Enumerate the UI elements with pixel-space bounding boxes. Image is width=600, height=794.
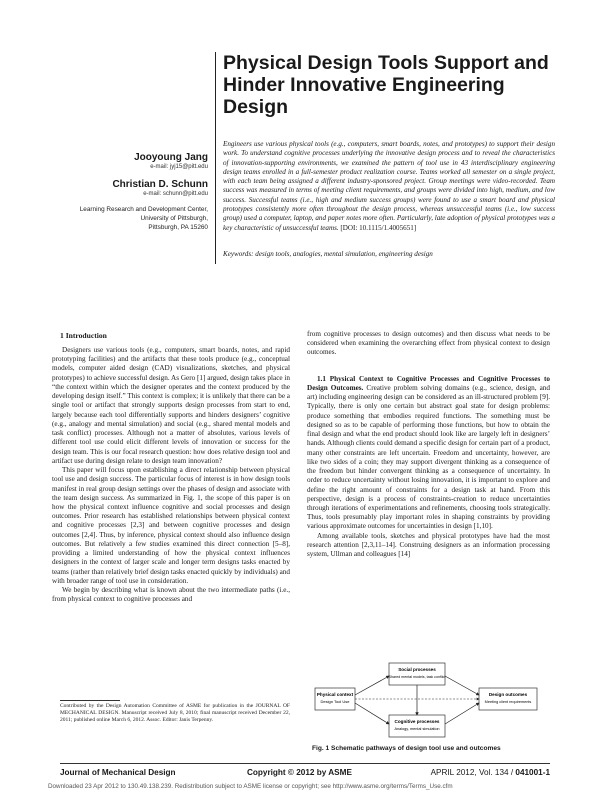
node-sublabel: Analogy, mental simulation <box>394 727 440 731</box>
paragraph: We begin by describing what is known about the two intermediate paths (i.e., from physical context to cognitive processes and <box>52 586 290 604</box>
arrow-physical-to-social <box>355 676 389 695</box>
author-name-2: Christian D. Schunn <box>112 179 208 190</box>
author-email-1[interactable]: e-mail: jyj15@pitt.edu <box>150 164 208 170</box>
figure-caption: Fig. 1 Schematic pathways of design tool use and outcomes <box>312 745 501 752</box>
footer-copyright: Copyright © 2012 by ASME <box>247 768 352 777</box>
node-label: Physical context <box>316 692 354 697</box>
author-name-1: Jooyoung Jang <box>134 152 208 163</box>
arrow-cognitive-to-outcome <box>445 703 479 724</box>
node-label: Cognitive processes <box>394 719 440 724</box>
section-heading-introduction: 1 Introduction <box>60 331 107 340</box>
footer-journal-name: Journal of Mechanical Design <box>60 768 176 777</box>
footnote: Contributed by the Design Automation Committee of ASME for publication in the JOURNAL OF MECHANICAL DESIGN. Manuscript received July 8, 2010; final manuscript received December 22, 2011; published online March 6, 2012. Assoc. Editor: Janis Terpenny. <box>60 703 290 723</box>
node-sublabel: Design Tool Use <box>320 699 350 704</box>
node-label: Social processes <box>398 667 436 672</box>
footnote-rule <box>60 700 120 701</box>
arrow-social-to-outcome <box>445 676 479 695</box>
right-column <box>307 330 550 559</box>
title-divider <box>215 52 216 264</box>
node-sublabel: Shared mental models, task conflict <box>388 675 446 679</box>
download-notice: Downloaded 23 Apr 2012 to 130.49.138.239. Redistribution subject to ASME license or copyright; see http://www.asme.org/terms/Terms_Use.cfm <box>48 783 453 790</box>
paper-title: Physical Design Tools Support and Hinder Innovative Engineering Design <box>223 52 549 118</box>
subsection-1-1 <box>307 375 550 532</box>
affiliation-line: Pittsburgh, PA 15260 <box>148 223 208 231</box>
affiliation-line: University of Pittsburgh, <box>140 214 208 222</box>
node-sublabel: Meeting client requirements <box>484 700 532 704</box>
footer-issue: APRIL 2012, Vol. 134 / <box>430 768 514 777</box>
footer-page-number: 041001-1 <box>515 768 550 777</box>
paragraph: Designers use various tools (e.g., computers, smart boards, notes, and rapid prototyping facilities) and the artifacts that these tools produce (e.g., conceptual models, computer aided design (CAD) visualizations, sketches, and physical prototypes) to achieve successful design. As Gero [1] argued, design takes place in “the context within which the designer operates and the context produced by the developing design itself.” This context is complex; it is unlikely that there can be a single tool or artifact that strongly supports design processes from start to end, largely because each tool differentially supports and hinders designers’ cognitive (e.g., analogy and mental simulation) and social (e.g., shared mental models and task conflict) processes. Although not a matter of absolutes, various levels of different tool use could elicit different levels of innovation or success for the design team. This is our focal research question: how does relative design tool and artifact use during design relate to design team innovation? <box>52 346 290 465</box>
node-label: Design outcomes <box>488 692 528 697</box>
abstract <box>223 140 555 233</box>
author-email-2[interactable]: e-mail: schunn@pitt.edu <box>143 191 208 197</box>
abstract-text: Engineers use various physical tools (e.g., computers, smart boards, notes, and prototypes) to support their design work. To understand cognitive processes underlying the innovative design process and to reveal the characteristics of innovation-supporting environments, we examined the pattern of tool use in 43 interdisciplinary engineering design teams enrolled in a full-semester product realization course. Teams worked all semester on a single project, with each team being assigned a different industry-sponsored project. Group meetings were video-recorded. Team success was measured in terms of meeting client requirements, and groups were divided into high, medium, and low success. Successful teams (i.e., high and medium success groups) were found to use a smart board and physical prototypes consistently more often throughout the design process, whereas unsuccessful teams (i.e., low success group) used a computer, laptop, and paper notes more often. Particularly, late adoption of physical prototypes was a key characteristic of unsuccessful teams. <box>223 140 555 232</box>
paragraph-text: Creative problem solving domains (e.g., science, design, and art) including engineering design can be considered as an ill-structured problem [9]. Typically, there is only one certain but abstract goal state for design problems: produce something that embodies required functions. The something must be designed so as to be capable of performing those functions, but how to obtain the final design and what the end product should look like are largely left in designers’ hands. Although clients could demand a specific design for certain part of a product, many other constraints are left uncertain. Freedom and uncertainty, however, are like two sides of a coin; they may support divergent thinking as a consequence of the freedom but hinder convergent thinking as a consequence of uncertainty. In order to reduce uncertainty without losing innovation, it is important to explore and define the right amount of constraints for a design task at hand. From this perspective, design is a process of constraints-creation to reduce uncertainties through iterations of experimentations and refinements, choosing tools strategically. Thus, tools presumably play important roles in shaping constraints by providing various approximate outcomes for uncertainties in design [1,10]. <box>307 383 550 531</box>
keywords-list: design tools, analogies, mental simulation, engineering design <box>255 250 433 258</box>
footer-page-info <box>431 768 550 777</box>
figure-1-diagram <box>307 661 550 751</box>
paragraph: This paper will focus upon establishing a direct relationship between physical tool use and design success. The particular focus of interest is in how design tools manifest in real group design settings over the phases of design and associate with the team design success. As summarized in Fig. 1, the scope of this paper is on how the physical context influence cognitive and social processes and design outcomes. Prior research has established relationships between physical context and cognitive processes [2,3] and between cognitive processes and design outcomes [2,4]. Thus, by inference, physical context should also influence design outcomes. But relatively a few studies examined this direct connection [5–8], providing a limited understanding of how the physical context influences designers in the context of larger scale and longer term designs tasks enacted by teams (rather than relatively brief design tasks enacted quickly by individuals) and with broader range of tool use in consideration. <box>52 466 290 585</box>
paragraph: from cognitive processes to design outcomes) and then discuss what needs to be considered when examining the overarching effect from physical context to design outcomes. <box>307 330 550 357</box>
keywords-label: Keywords: <box>223 250 254 258</box>
affiliation <box>80 206 208 232</box>
subsection-heading: 1.1 Physical Context to Cognitive Processes and Cognitive Processes to Design Outcomes. <box>307 374 550 392</box>
paragraph: Among available tools, sketches and physical prototypes have had the most research attention [2,3,11–14]. Construing designers as an information processing system, Ullman and colleagues [14] <box>307 531 550 559</box>
keywords <box>223 250 555 258</box>
arrow-physical-to-cognitive <box>355 703 389 724</box>
affiliation-line: Learning Research and Development Center, <box>79 206 208 213</box>
left-column <box>52 346 290 605</box>
doi-link[interactable]: [DOI: 10.1115/1.4005651] <box>340 223 417 232</box>
footer-rule <box>60 763 550 764</box>
